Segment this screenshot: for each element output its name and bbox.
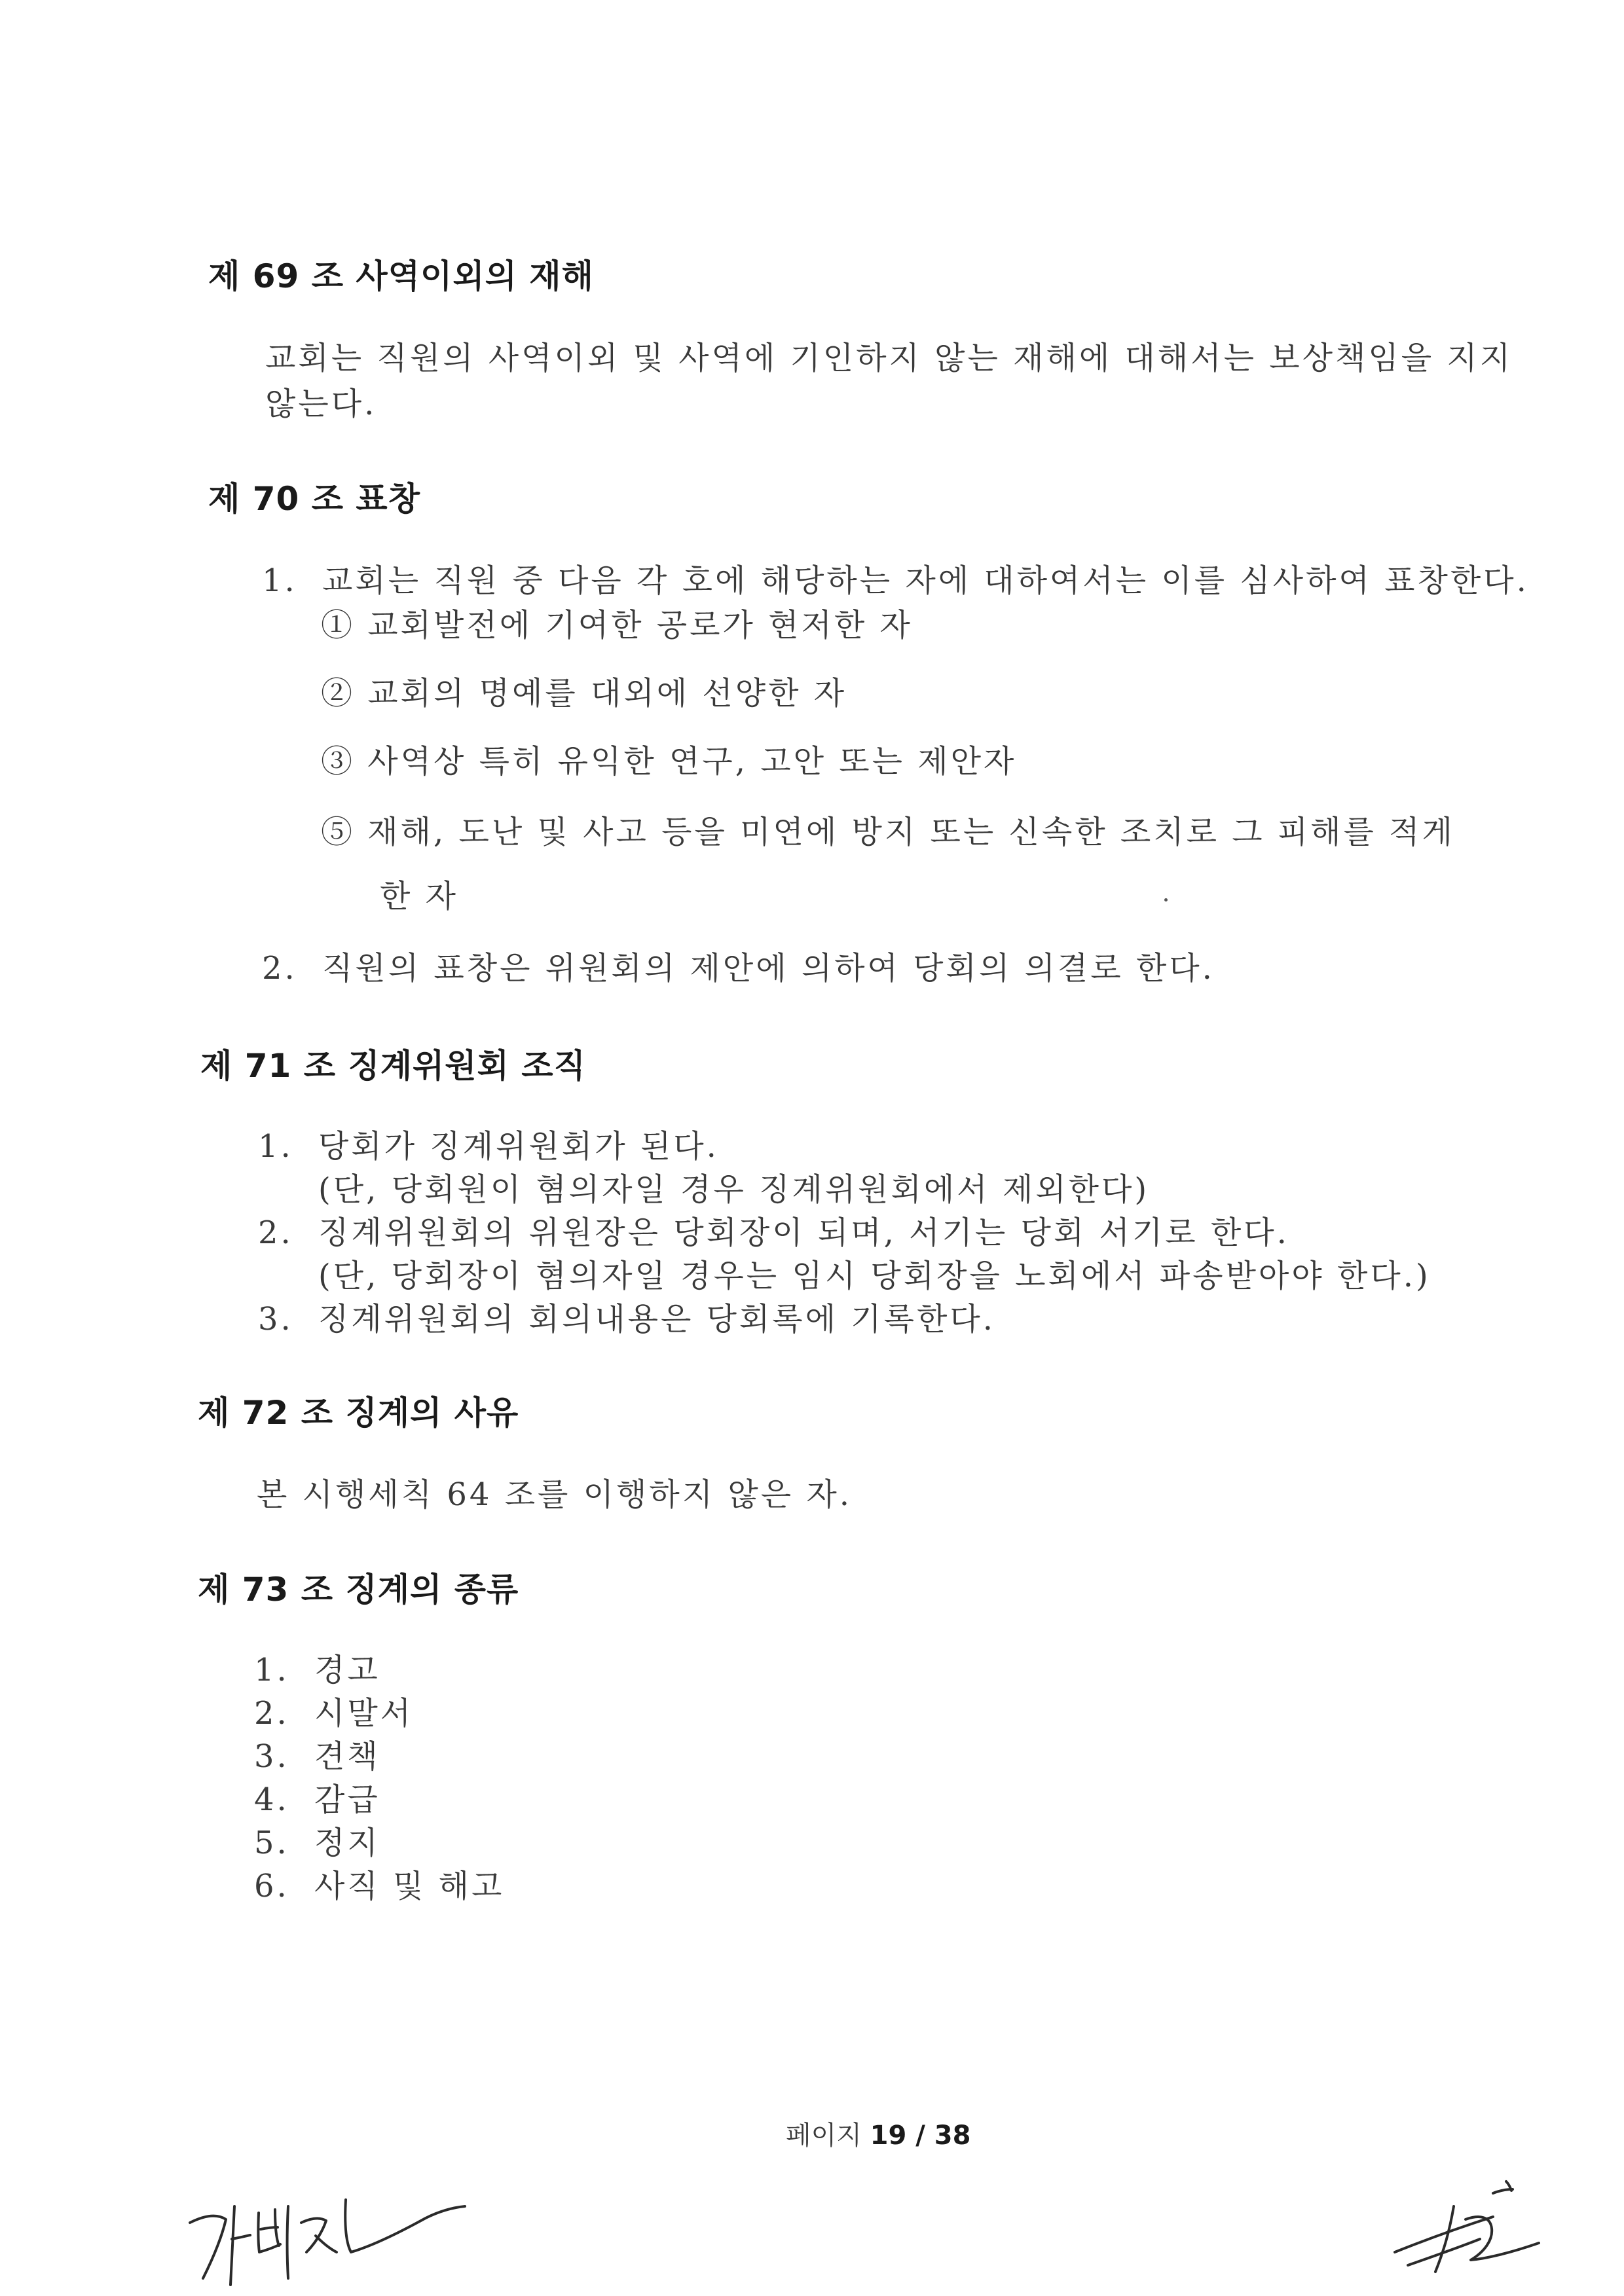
article-72-heading: 제 72 조 징계의 사유	[198, 1394, 519, 1432]
article-73-item-6	[254, 1861, 504, 1906]
stray-mark	[1164, 898, 1168, 902]
item-text: 정지	[314, 1825, 380, 1861]
article-71-item-1	[258, 1121, 719, 1166]
item-text: 견책	[314, 1738, 380, 1775]
page-number: 19 / 38	[870, 2121, 971, 2151]
article-71-item-2	[258, 1207, 1289, 1252]
item-number: 1.	[258, 1128, 293, 1165]
item-number: 3.	[254, 1738, 289, 1775]
article-70-sub-3: ③ 사역상 특히 유익한 연구, 고안 또는 제안자	[321, 743, 1017, 780]
article-69-line-1: 교회는 직원의 사역이외 및 사역에 기인하지 않는 재해에 대해서는 보상책임을 지지	[265, 340, 1513, 376]
signature-right	[1382, 2174, 1578, 2285]
item-number: 4.	[254, 1781, 289, 1818]
item-number: 5.	[254, 1825, 289, 1861]
article-70-sub-5: ⑤ 재해, 도난 및 사고 등을 미연에 방지 또는 신속한 조치로 그 피해를 적게	[321, 814, 1455, 850]
article-72-text: 본 시행세칙 64 조를 이행하지 않은 자.	[257, 1476, 853, 1513]
article-70-sub-1: ① 교회발전에 기여한 공로가 현저한 자	[321, 607, 913, 644]
article-69-line-2: 않는다.	[265, 386, 377, 422]
article-73-item-1	[254, 1645, 380, 1690]
page-label: 페이지	[786, 2121, 862, 2151]
item-number: 2.	[254, 1695, 289, 1732]
article-73-item-2	[254, 1688, 413, 1733]
article-70-sub-2: ② 교회의 명예를 대외에 선양한 자	[321, 675, 847, 712]
item-number: 6.	[254, 1868, 289, 1904]
item-number: 1.	[262, 562, 297, 599]
article-73-item-3	[254, 1731, 380, 1776]
article-71-item-3	[258, 1294, 995, 1339]
article-73-item-4	[254, 1774, 380, 1819]
article-73-heading: 제 73 조 징계의 종류	[198, 1571, 519, 1609]
item-number: 2.	[258, 1214, 293, 1251]
item-number: 1.	[254, 1652, 289, 1688]
item-text: 직원의 표창은 위원회의 제안에 의하여 당회의 의결로 한다.	[322, 950, 1215, 987]
item-text: 감급	[314, 1781, 380, 1818]
article-70-item-1	[262, 555, 1529, 600]
item-text: 시말서	[314, 1695, 414, 1732]
signature-left	[177, 2160, 491, 2291]
item-text: 당회가 징계위원회가 된다.	[318, 1128, 719, 1165]
article-71-item-1-note: (단, 당회원이 혐의자일 경우 징계위원회에서 제외한다)	[318, 1171, 1150, 1208]
item-text: 교회는 직원 중 다음 각 호에 해당하는 자에 대하여서는 이를 심사하여 표창한다.	[322, 562, 1529, 599]
article-73-item-5	[254, 1817, 380, 1863]
article-70-heading: 제 70 조 표창	[208, 480, 421, 518]
page-footer	[786, 2115, 970, 2152]
item-text: 징계위원회의 위원장은 당회장이 되며, 서기는 당회 서기로 한다.	[318, 1214, 1289, 1251]
article-71-heading: 제 71 조 징계위원회 조직	[200, 1047, 586, 1085]
item-text: 사직 및 해고	[314, 1868, 505, 1904]
article-71-item-2-note: (단, 당회장이 혐의자일 경우는 임시 당회장을 노회에서 파송받아야 한다.)	[318, 1258, 1431, 1294]
item-text: 징계위원회의 회의내용은 당회록에 기록한다.	[318, 1301, 996, 1338]
item-number: 2.	[262, 950, 297, 987]
item-number: 3.	[258, 1301, 293, 1338]
article-70-sub-5-cont: 한 자	[380, 878, 458, 915]
article-70-item-2	[262, 943, 1215, 988]
item-text: 경고	[314, 1652, 380, 1688]
article-69-heading: 제 69 조 사역이외의 재해	[208, 257, 594, 295]
